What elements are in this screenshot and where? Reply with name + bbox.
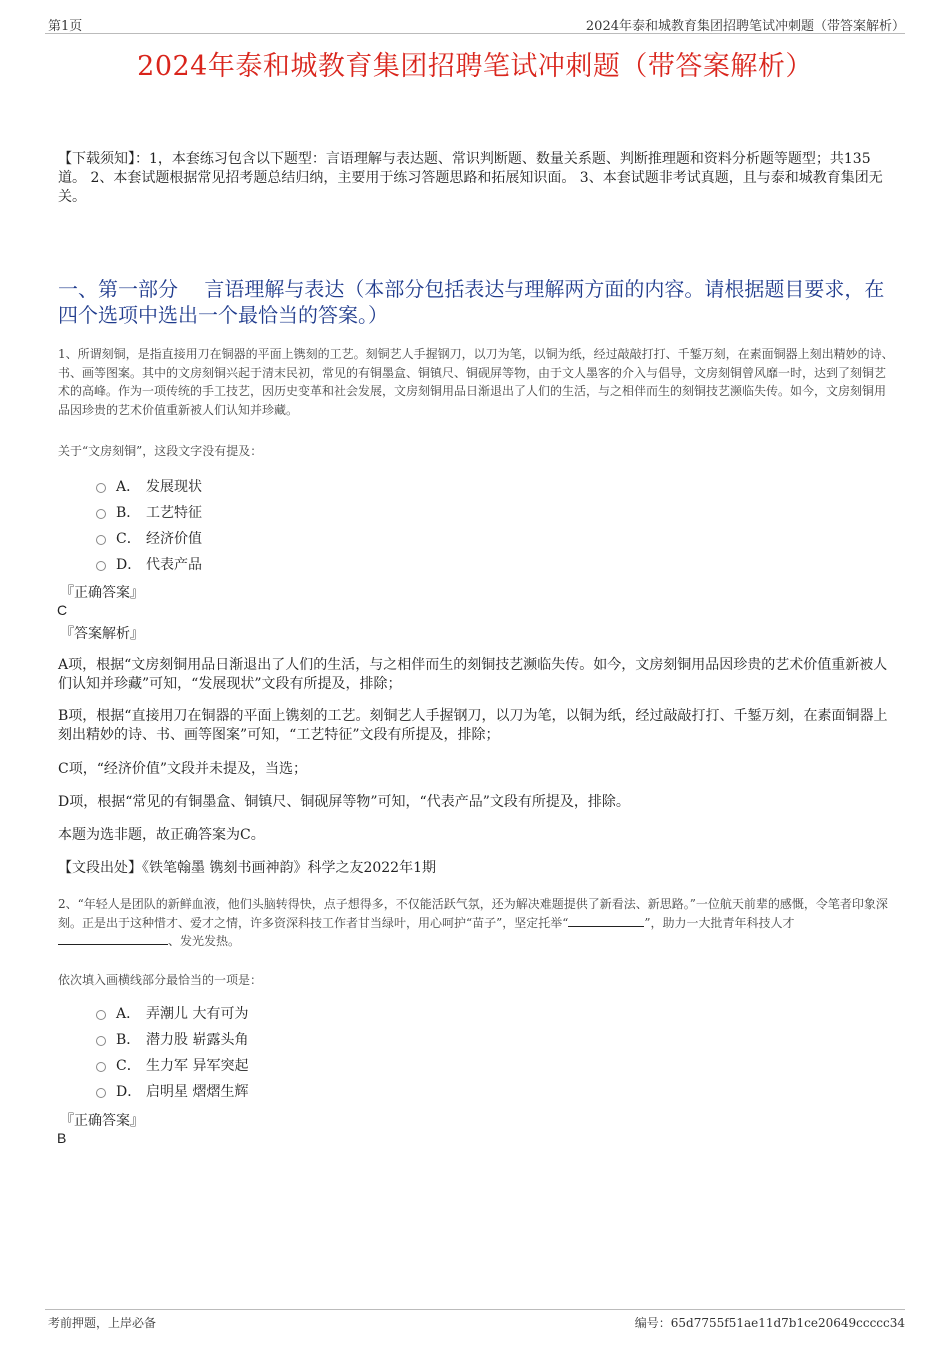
document-title: 2024年泰和城教育集团招聘笔试冲刺题（带答案解析） [137,51,813,82]
question-2-prompt: 依次填入画横线部分最恰当的一项是： [58,973,263,987]
option-c[interactable]: C． 经济价值 [96,525,202,551]
correct-answer: B [57,1130,67,1146]
radio-icon[interactable] [96,509,106,519]
fill-blank-2 [58,932,168,945]
radio-icon[interactable] [96,535,106,545]
radio-icon[interactable] [96,561,106,571]
correct-answer: C [57,602,68,618]
page-number: 第1页 [48,19,83,34]
radio-icon[interactable] [96,1062,106,1072]
option-a[interactable]: A． 发展现状 [96,473,202,499]
radio-icon[interactable] [96,483,106,493]
correct-answer-label: 『正确答案』 [60,1113,144,1129]
source-citation: 【文段出处】《铁笔翰墨 镌刻书画神韵》科学之友2022年1期 [58,860,436,876]
option-c[interactable]: C． 生力军 异军突起 [96,1052,248,1078]
fill-blank-1 [568,914,644,927]
footer-divider [45,1309,905,1310]
analysis-label: 『答案解析』 [60,626,144,642]
radio-icon[interactable] [96,1088,106,1098]
question-1-options [96,473,202,577]
footer-serial: 编号：65d7755f51ae11d7b1ce20649ccccc34 [634,1316,905,1330]
question-1-text: 1、所谓刻铜，是指直接用刀在铜器的平面上镌刻的工艺。刻铜艺人手握钢刀，以刀为笔，以铜为纸，经过敲敲打打、千錾万刻，在素面铜器上刻出精妙的诗、书、画等图案。其中的文房刻铜兴起于清末民初，常见的有铜墨盒、铜镇尺、铜砚屏等物，由于文人墨客的介入与倡导，文房刻铜曾风靡一时，达到了刻铜艺术的高峰。作为一项传统的手工技艺，因历史变革和社会发展，文房刻铜用品日渐退出了人们的生活，与之相伴而生的刻铜技艺濒临失传。如今，文房刻铜用品因珍贵的艺术价值重新被人们认知并珍藏。 [58,347,894,417]
section-heading: 一、第一部分 言语理解与表达（本部分包括表达与理解两方面的内容。请根据题目要求，在四个选项中选出一个最恰当的答案。） [58,277,885,327]
option-d[interactable]: D． 启明星 熠熠生辉 [96,1078,248,1104]
option-d[interactable]: D． 代表产品 [96,551,202,577]
option-a[interactable]: A． 弄潮儿 大有可为 [96,1000,248,1026]
question-2-text: 2、“年轻人是团队的新鲜血液，他们头脑转得快，点子想得多，不仅能活跃气氛，还为解决难题提供了新看法、新思路。”一位航天前辈的感慨，令笔者印象深刻。正是出于这种惜才、爱才之情，许多资深科技工作者甘当绿叶，用心呵护“苗子”，坚定托举“ ”，助力一大批青年科技人才 、发光发热。 [58,897,888,948]
analysis-conclusion: 本题为选非题，故正确答案为C。 [58,827,265,843]
download-notice: 【下载须知】：1，本套练习包含以下题型：言语理解与表达题、常识判断题、数量关系题、判断推理题和资料分析题等题型；共135道。 2、本套试题根据常见招考题总结归纳，主要用于练习答题思路和拓展知识面。 3、本套试题非考试真题，且与泰和城教育集团无关。 [58,151,883,205]
option-b[interactable]: B． 潜力股 崭露头角 [96,1026,248,1052]
analysis-b: B项，根据“直接用刀在铜器的平面上镌刻的工艺。刻铜艺人手握钢刀，以刀为笔，以铜为纸，经过敲敲打打、千錾万刻，在素面铜器上刻出精妙的诗、书、画等图案”可知，“工艺特征”文段有所提及，排除； [58,708,888,743]
analysis-a: A项，根据“文房刻铜用品日渐退出了人们的生活，与之相伴而生的刻铜技艺濒临失传。如今，文房刻铜用品因珍贵的艺术价值重新被人们认知并珍藏”可知，“发展现状”文段有所提及，排除； [58,657,888,692]
analysis-d: D项，根据“常见的有铜墨盒、铜镇尺、铜砚屏等物”可知，“代表产品”文段有所提及，排除。 [58,794,630,810]
radio-icon[interactable] [96,1036,106,1046]
correct-answer-label: 『正确答案』 [60,585,144,601]
running-header-title: 2024年泰和城教育集团招聘笔试冲刺题（带答案解析） [585,19,905,34]
option-b[interactable]: B． 工艺特征 [96,499,202,525]
question-1-prompt: 关于“文房刻铜”，这段文字没有提及： [58,444,263,458]
question-2-options [96,1000,248,1104]
analysis-c: C项，“经济价值”文段并未提及，当选； [58,761,308,777]
radio-icon[interactable] [96,1010,106,1020]
header-divider [45,33,905,34]
footer-slogan: 考前押题，上岸必备 [48,1316,157,1330]
